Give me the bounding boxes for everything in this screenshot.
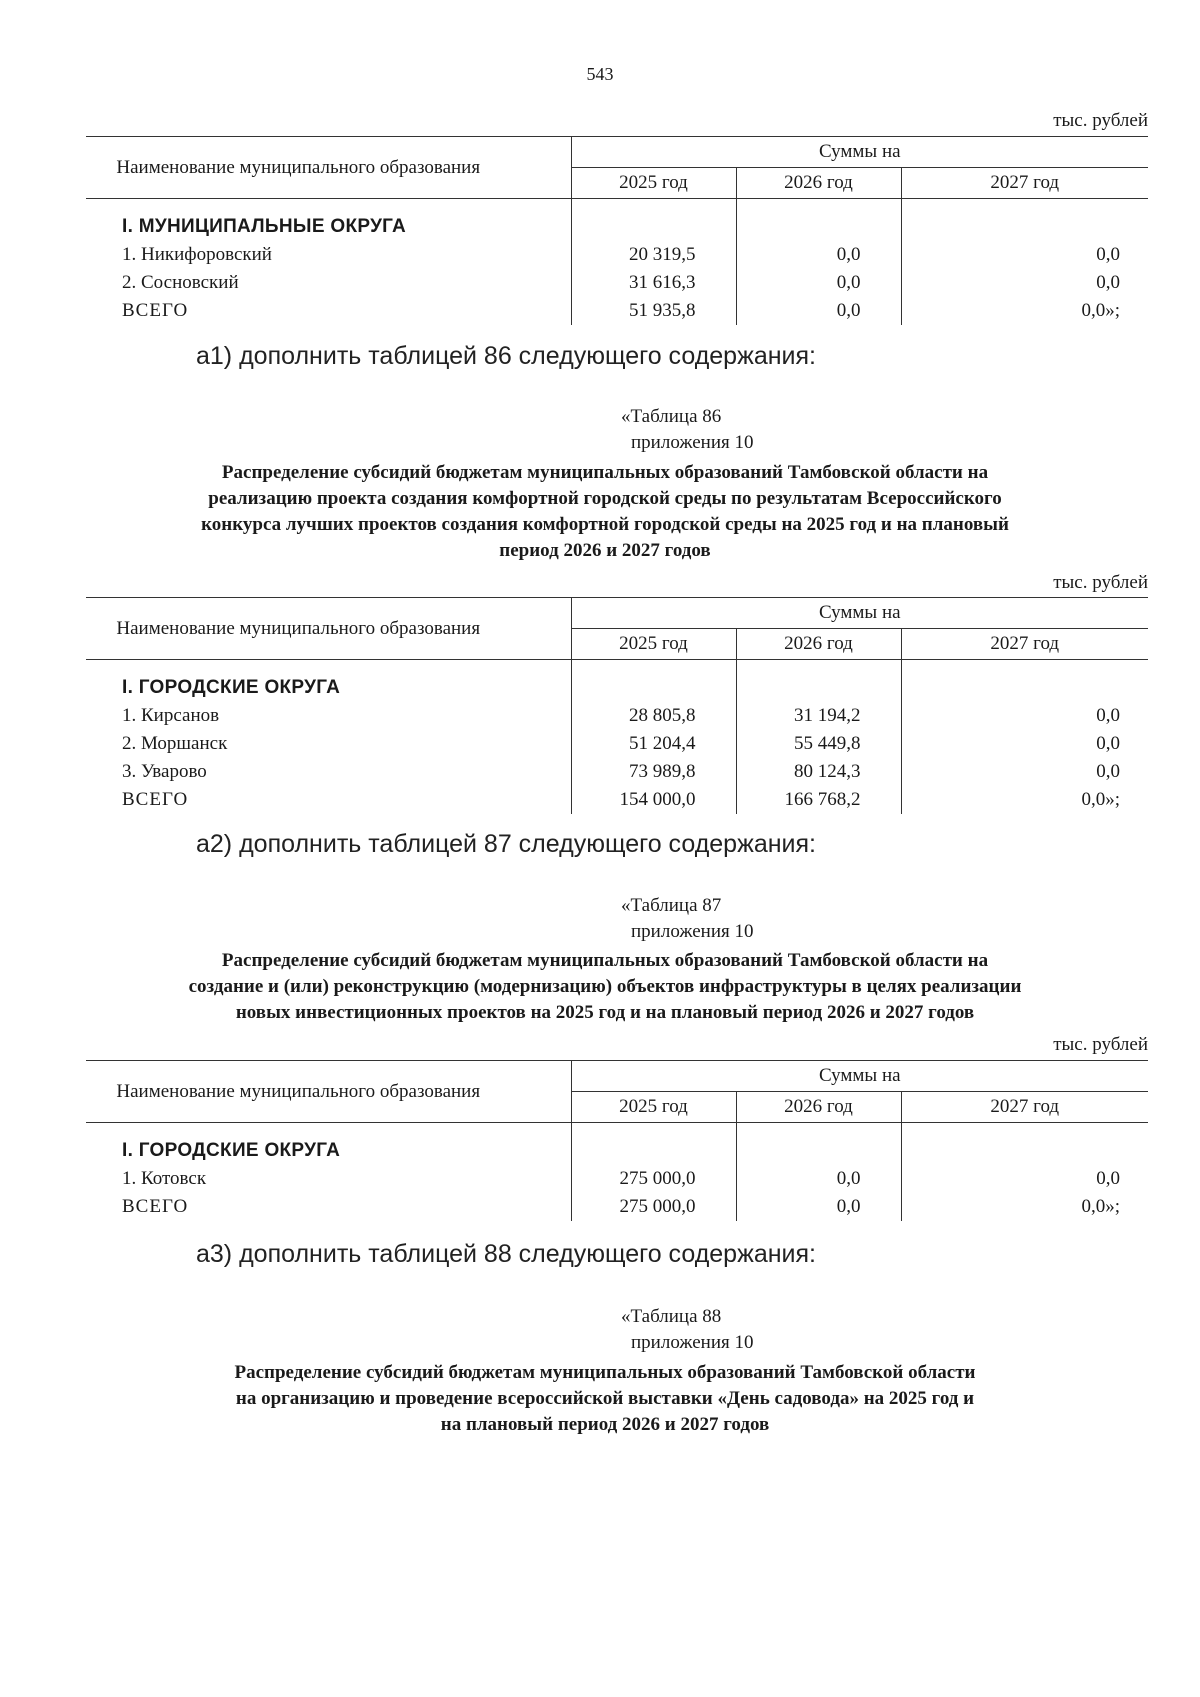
value-2025: 31 616,3 <box>571 269 736 297</box>
value-2025: 20 319,5 <box>571 241 736 269</box>
header-year-2026: 2026 год <box>736 168 901 199</box>
header-sums-col: Суммы на <box>571 137 1148 168</box>
table-number: «Таблица 87 <box>621 895 722 916</box>
value-2026: 31 194,2 <box>736 702 901 730</box>
title-line: на организацию и проведение всероссийской выставки «День садовода» на 2025 год и <box>235 1388 975 1409</box>
table-appendix: приложения 10 <box>631 921 754 942</box>
total-2025: 154 000,0 <box>571 786 736 814</box>
value-2025: 73 989,8 <box>571 758 736 786</box>
header-name-col: Наименование муниципального образования <box>86 1061 571 1123</box>
header-name-col: Наименование муниципального образования <box>86 598 571 660</box>
header-year-2027: 2027 год <box>901 168 1148 199</box>
header-year-2025: 2025 год <box>571 1092 736 1123</box>
header-year-2027: 2027 год <box>901 629 1148 660</box>
value-2026: 0,0 <box>736 241 901 269</box>
value-2026: 80 124,3 <box>736 758 901 786</box>
table87 <box>86 1060 1148 1221</box>
table-row <box>86 758 1148 786</box>
row-name: 1. Котовск <box>122 1168 207 1189</box>
table-number: «Таблица 86 <box>621 406 722 427</box>
table-total-row <box>86 1193 1148 1221</box>
header-sums-col: Суммы на <box>571 598 1148 629</box>
title-line: конкурса лучших проектов создания комфортной городской среды на 2025 год и на плановый <box>201 514 1009 535</box>
header-year-2026: 2026 год <box>736 1092 901 1123</box>
table86-title <box>130 460 1080 564</box>
total-label: ВСЕГО <box>122 300 189 321</box>
value-2027: 0,0 <box>901 241 1148 269</box>
total-2026: 0,0 <box>736 297 901 325</box>
header-year-2025: 2025 год <box>571 629 736 660</box>
table86 <box>86 597 1148 814</box>
table-appendix: приложения 10 <box>631 432 754 453</box>
title-line: на плановый период 2026 и 2027 годов <box>440 1414 770 1435</box>
table-row <box>86 730 1148 758</box>
table88-label <box>621 1304 753 1356</box>
header-year-2026: 2026 год <box>736 629 901 660</box>
total-2025: 51 935,8 <box>571 297 736 325</box>
title-line: Распределение субсидий бюджетам муниципальных образований Тамбовской области <box>234 1362 976 1383</box>
units-label: тыс. рублей <box>1053 110 1148 131</box>
table-appendix: приложения 10 <box>631 1332 754 1353</box>
table-row <box>86 1165 1148 1193</box>
title-line: новых инвестиционных проектов на 2025 год и на плановый период 2026 и 2027 годов <box>235 1002 975 1023</box>
row-name: 1. Кирсанов <box>122 705 220 726</box>
row-name: 1. Никифоровский <box>122 244 272 265</box>
title-line: создание и (или) реконструкцию (модернизацию) объектов инфраструктуры в целях реализации <box>188 976 1022 997</box>
row-name: 2. Моршанск <box>122 733 228 754</box>
value-2027: 0,0 <box>901 702 1148 730</box>
table-number: «Таблица 88 <box>621 1306 722 1327</box>
clause-a3: а3) дополнить таблицей 88 следующего содержания: <box>196 1240 816 1268</box>
title-line: Распределение субсидий бюджетам муниципальных образований Тамбовской области на <box>221 950 989 971</box>
table-row <box>86 1137 1148 1165</box>
header-year-2027: 2027 год <box>901 1092 1148 1123</box>
table-row <box>86 213 1148 241</box>
table87-label <box>621 893 753 945</box>
units-label: тыс. рублей <box>1053 1034 1148 1055</box>
section-title: I. ГОРОДСКИЕ ОКРУГА <box>122 1140 341 1161</box>
table-total-row <box>86 786 1148 814</box>
title-line: период 2026 и 2027 годов <box>499 540 711 561</box>
title-line: реализацию проекта создания комфортной городской среды по результатам Всероссийского <box>208 488 1002 509</box>
table-row <box>86 702 1148 730</box>
title-line: Распределение субсидий бюджетам муниципальных образований Тамбовской области на <box>221 462 989 483</box>
section-title: I. МУНИЦИПАЛЬНЫЕ ОКРУГА <box>122 216 407 237</box>
value-2025: 28 805,8 <box>571 702 736 730</box>
header-name-col: Наименование муниципального образования <box>86 137 571 199</box>
header-year-2025: 2025 год <box>571 168 736 199</box>
total-2026: 166 768,2 <box>736 786 901 814</box>
header-sums-col: Суммы на <box>571 1061 1148 1092</box>
clause-a1: а1) дополнить таблицей 86 следующего содержания: <box>196 342 816 370</box>
table-row <box>86 269 1148 297</box>
total-label: ВСЕГО <box>122 789 189 810</box>
total-2027: 0,0»; <box>901 1193 1148 1221</box>
total-label: ВСЕГО <box>122 1196 189 1217</box>
total-2025: 275 000,0 <box>571 1193 736 1221</box>
value-2027: 0,0 <box>901 1165 1148 1193</box>
section-title: I. ГОРОДСКИЕ ОКРУГА <box>122 677 341 698</box>
value-2026: 0,0 <box>736 1165 901 1193</box>
row-name: 3. Уварово <box>122 761 207 782</box>
clause-a2: а2) дополнить таблицей 87 следующего содержания: <box>196 830 816 858</box>
total-2027: 0,0»; <box>901 297 1148 325</box>
value-2027: 0,0 <box>901 730 1148 758</box>
value-2025: 275 000,0 <box>571 1165 736 1193</box>
page-number: 543 <box>586 64 614 84</box>
value-2025: 51 204,4 <box>571 730 736 758</box>
row-name: 2. Сосновский <box>122 272 239 293</box>
total-2026: 0,0 <box>736 1193 901 1221</box>
table86-label <box>621 404 753 456</box>
units-label: тыс. рублей <box>1053 572 1148 593</box>
value-2027: 0,0 <box>901 758 1148 786</box>
table-row <box>86 674 1148 702</box>
value-2027: 0,0 <box>901 269 1148 297</box>
table88-title <box>130 1360 1080 1438</box>
value-2026: 55 449,8 <box>736 730 901 758</box>
value-2026: 0,0 <box>736 269 901 297</box>
table-total-row <box>86 297 1148 325</box>
total-2027: 0,0»; <box>901 786 1148 814</box>
table87-title <box>130 948 1080 1026</box>
table-row <box>86 241 1148 269</box>
table-continued <box>86 136 1148 325</box>
